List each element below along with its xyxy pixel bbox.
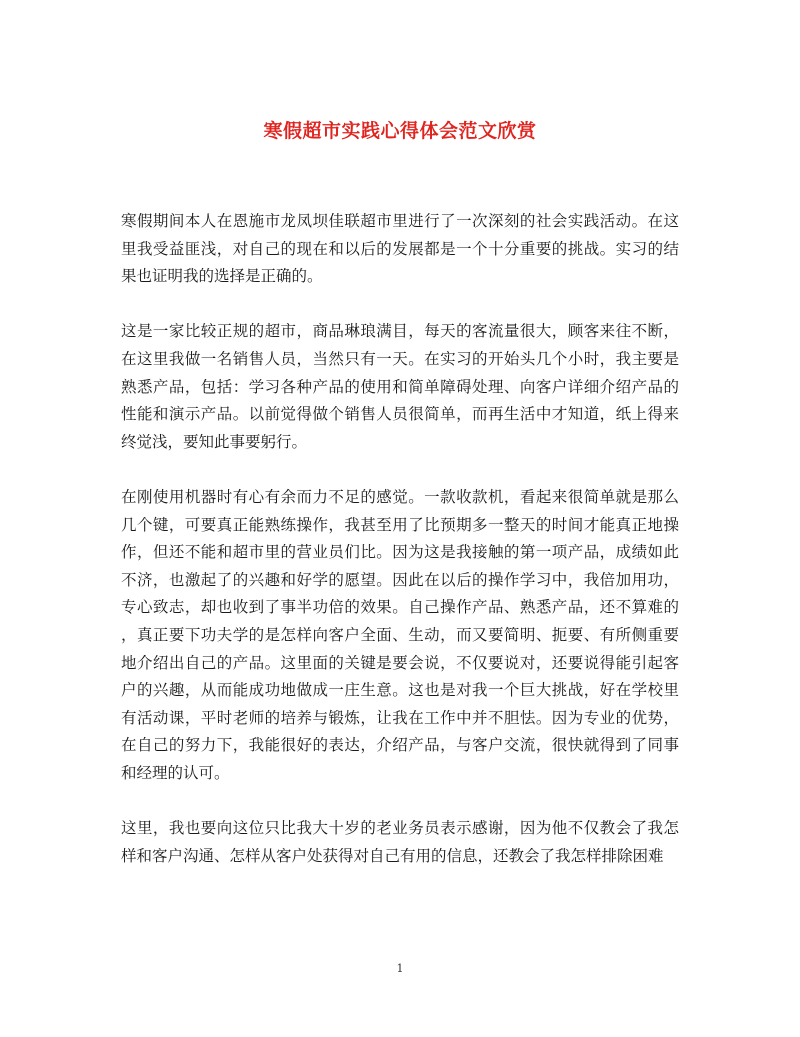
text-line: 性能和演示产品。以前觉得做个销售人员很简单，而再生活中才知道，纸上得来: [121, 405, 679, 424]
text-line: 专心致志，却也收到了事半功倍的效果。自己操作产品、熟悉产品，还不算难的: [121, 598, 679, 617]
text-line: 在这里我做一名销售人员，当然只有一天。在实习的开始头几个小时，我主要是: [121, 349, 679, 368]
paragraph: [121, 208, 679, 291]
text-line: 在刚使用机器时有心有余而力不足的感觉。一款收款机，看起来很简单就是那么: [121, 487, 679, 506]
paragraph: [121, 484, 679, 788]
text-line: 几个键，可要真正能熟练操作，我甚至用了比预期多一整天的时间才能真正地操: [121, 515, 679, 534]
text-line: 寒假期间本人在恩施市龙凤坝佳联超市里进行了一次深刻的社会实践活动。在这: [121, 212, 679, 230]
text-line: 样和客户沟通、怎样从客户处获得对自己有用的信息，还教会了我怎样排除困难: [121, 846, 664, 865]
text-line: 和经理的认可。: [121, 763, 230, 782]
text-line: 终觉浅，要知此事要躬行。: [121, 432, 308, 451]
text-line: 果也证明我的选择是正确的。: [121, 267, 323, 286]
text-line: 在自己的努力下，我能很好的表达，介绍产品，与客户交流，很快就得到了同事: [121, 736, 679, 755]
text-line: 地介绍出自己的产品。这里面的关键是要会说，不仅要说对，还要说得能引起客: [121, 653, 679, 672]
text-line: 这里，我也要向这位只比我大十岁的老业务员表示感谢，因为他不仅教会了我怎: [121, 819, 679, 838]
paragraph: [121, 318, 679, 456]
text-line: 作，但还不能和超市里的营业员们比。因为这是我接触的第一项产品，成绩如此: [121, 543, 679, 562]
document-title: 寒假超市实践心得体会范文欣赏: [263, 120, 537, 142]
page-number: 1: [396, 962, 404, 975]
text-line: 这是一家比较正规的超市，商品琳琅满目，每天的客流量很大，顾客来往不断，: [121, 322, 679, 341]
text-line: 里我受益匪浅，对自己的现在和以后的发展都是一个十分重要的挑战。实习的结: [121, 239, 679, 258]
text-line: 有活动课，平时老师的培养与锻炼，让我在工作中并不胆怯。因为专业的优势，: [121, 708, 679, 727]
text-line: 熟悉产品，包括：学习各种产品的使用和简单障碍处理、向客户详细介绍产品的: [121, 377, 679, 396]
paragraph: [121, 815, 679, 870]
text-line: 不济，也激起了的兴趣和好学的愿望。因此在以后的操作学习中，我倍加用功，: [121, 570, 679, 589]
text-line: 户的兴趣，从而能成功地做成一庄生意。这也是对我一个巨大挑战，好在学校里: [121, 681, 679, 700]
document-body: [121, 208, 679, 898]
text-line: ，真正要下功夫学的是怎样向客户全面、生动，而又要简明、扼要、有所侧重要: [121, 625, 679, 644]
